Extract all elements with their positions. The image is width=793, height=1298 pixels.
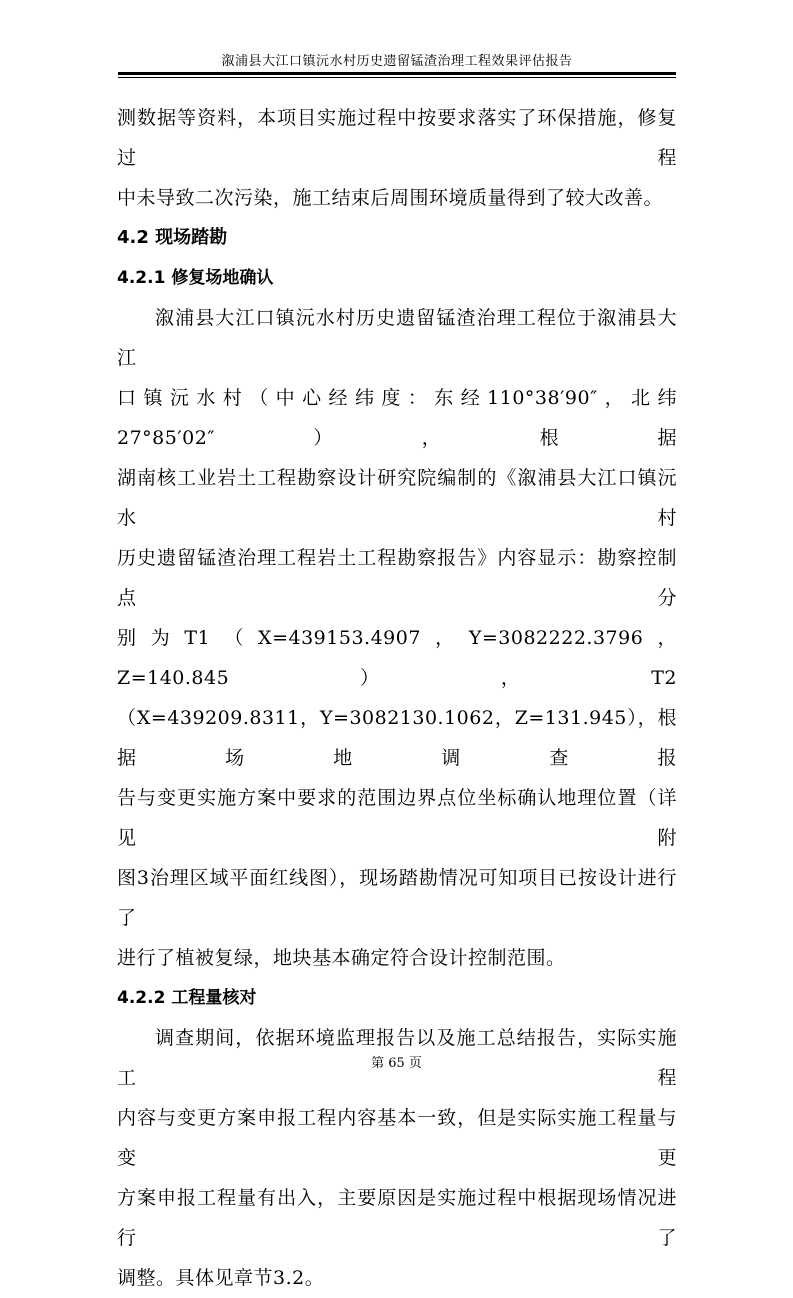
- section-heading-4-2: 4.2 现场踏勘: [117, 227, 228, 248]
- body-line: 调整。具体见章节3.2。: [117, 1267, 325, 1289]
- body-line: 方案申报工程量有出入，主要原因是实施过程中根据现场情况进行了: [117, 1187, 677, 1249]
- body-line: 中未导致二次污染，施工结束后周围环境质量得到了较大改善。: [117, 187, 664, 209]
- header-rule-thin: [118, 77, 676, 78]
- body-line: （X=439209.8311，Y=3082130.1062，Z=131.945），根据场地调查报: [117, 707, 677, 769]
- section-heading-4-2-1: 4.2.1 修复场地确认: [117, 268, 274, 288]
- section-heading-4-2-2: 4.2.2 工程量核对: [117, 988, 257, 1008]
- body-line: 历史遗留锰渣治理工程岩土工程勘察报告》内容显示：勘察控制点分: [117, 547, 677, 609]
- body-line: 溆浦县大江口镇沅水村历史遗留锰渣治理工程位于溆浦县大江: [117, 307, 677, 369]
- body-line: 调查期间，依据环境监理报告以及施工总结报告，实际实施工程: [117, 1027, 677, 1089]
- body-line: 口镇沅水村（中心经纬度：东经110°38′90″，北纬27°85′02″），根据: [117, 387, 677, 449]
- body-line: 测数据等资料，本项目实施过程中按要求落实了环保措施，修复过程: [117, 107, 677, 169]
- running-header: 溆浦县大江口镇沅水村历史遗留锰渣治理工程效果评估报告: [221, 54, 573, 69]
- body-line: 内容与变更方案申报工程内容基本一致，但是实际实施工程量与变更: [117, 1107, 677, 1169]
- body-line: 进行了植被复绿，地块基本确定符合设计控制范围。: [117, 947, 566, 969]
- body-line: 别为T1（X=439153.4907，Y=3082222.3796，Z=140.845），T2: [117, 627, 677, 689]
- page-number: 第 65 页: [371, 1056, 422, 1071]
- page-body: [117, 98, 677, 1298]
- body-line: 湖南核工业岩土工程勘察设计研究院编制的《溆浦县大江口镇沅水村: [117, 467, 677, 529]
- header-rule-thick: [118, 72, 676, 75]
- body-line: 图3治理区域平面红线图），现场踏勘情况可知项目已按设计进行了: [117, 867, 677, 929]
- body-line: 告与变更实施方案中要求的范围边界点位坐标确认地理位置（详见附: [117, 787, 677, 849]
